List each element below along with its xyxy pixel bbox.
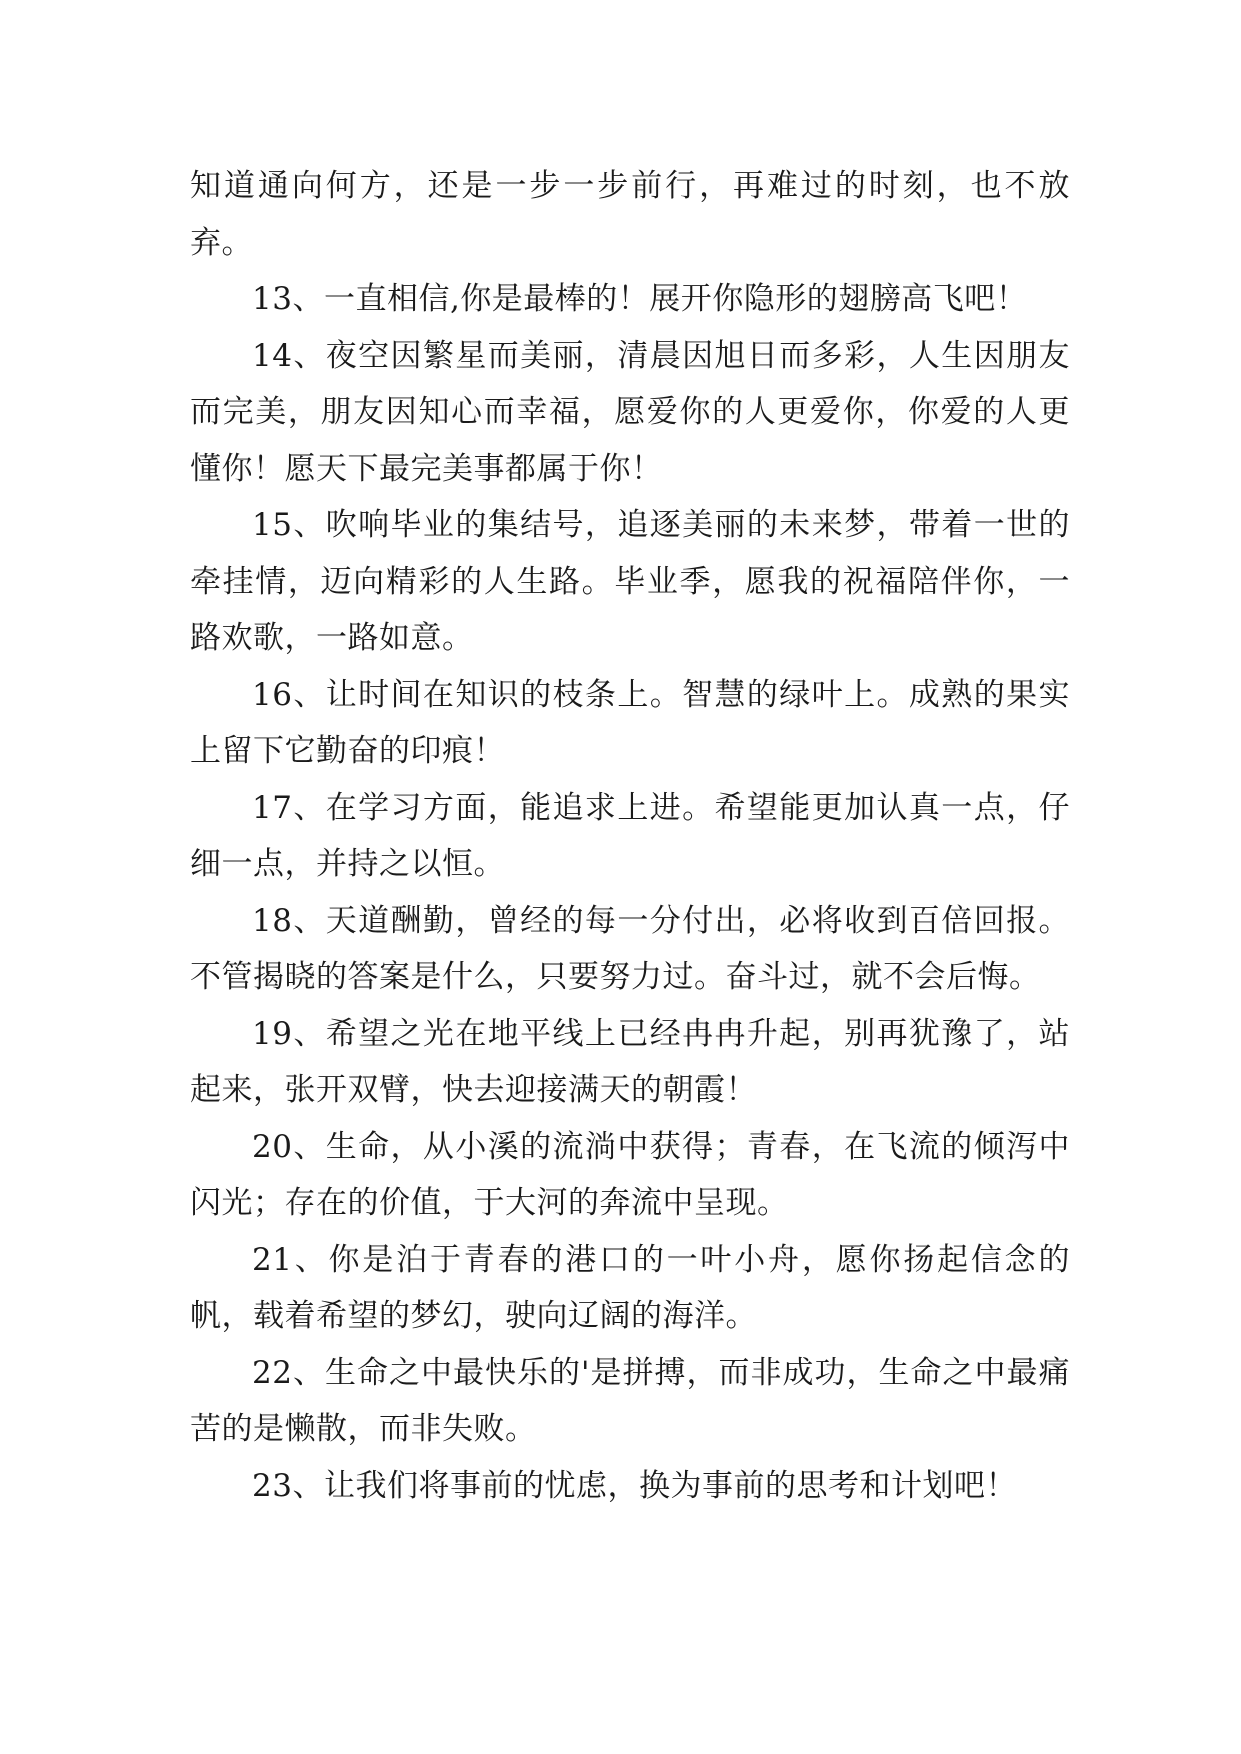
paragraph-18: 18、天道酬勤，曾经的每一分付出，必将收到百倍回报。不管揭晓的答案是什么，只要努力过。奋斗过，就不会后悔。 xyxy=(190,902,1070,995)
paragraph-19: 19、希望之光在地平线上已经冉冉升起，别再犹豫了，站起来，张开双臂，快去迎接满天的朝霞！ xyxy=(190,1015,1070,1108)
paragraph-13: 13、一直相信,你是最棒的！展开你隐形的翅膀高飞吧！ xyxy=(252,281,1028,317)
paragraph-22: 22、生命之中最快乐的'是拼搏，而非成功，生命之中最痛苦的是懒散，而非失败。 xyxy=(190,1354,1070,1447)
paragraph-16: 16、让时间在知识的枝条上。智慧的绿叶上。成熟的果实上留下它勤奋的印痕！ xyxy=(190,676,1070,769)
document-body xyxy=(190,158,1070,1514)
paragraph-14: 14、夜空因繁星而美丽，清晨因旭日而多彩，人生因朋友而完美，朋友因知心而幸福，愿爱你的人更爱你，你爱的人更懂你！愿天下最完美事都属于你！ xyxy=(190,337,1070,487)
paragraph-continuation: 知道通向何方，还是一步一步前行，再难过的时刻，也不放弃。 xyxy=(190,168,1070,261)
paragraph-23: 23、让我们将事前的忧虑，换为事前的思考和计划吧！ xyxy=(252,1467,1017,1504)
paragraph-20: 20、生命，从小溪的流淌中获得；青春，在飞流的倾泻中闪光；存在的价值，于大河的奔流中呈现。 xyxy=(190,1128,1070,1221)
paragraph-15: 15、吹响毕业的集结号，追逐美丽的未来梦，带着一世的牵挂情，迈向精彩的人生路。毕业季，愿我的祝福陪伴你，一路欢歌，一路如意。 xyxy=(190,507,1070,656)
paragraph-17: 17、在学习方面，能追求上进。希望能更加认真一点，仔细一点，并持之以恒。 xyxy=(190,789,1070,882)
paragraph-21: 21、你是泊于青春的港口的一叶小舟，愿你扬起信念的帆，载着希望的梦幻，驶向辽阔的海洋。 xyxy=(190,1241,1070,1334)
